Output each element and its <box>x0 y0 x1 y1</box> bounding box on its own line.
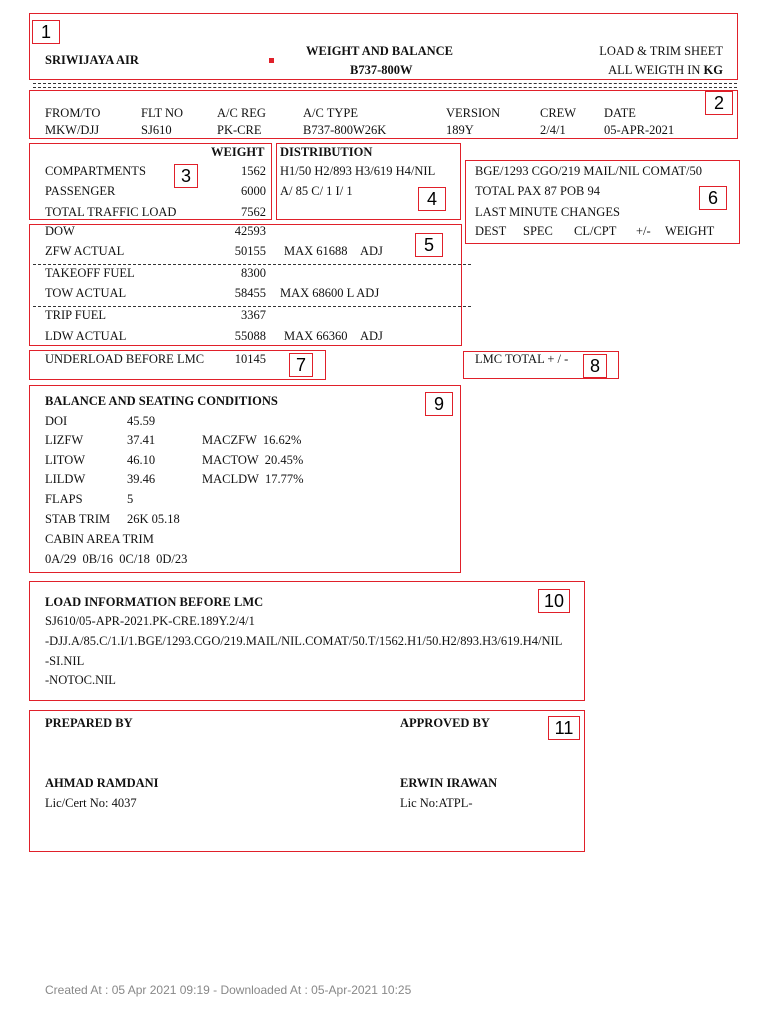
flight-label-ac-reg: A/C REG <box>217 106 266 120</box>
prepared-by-label: PREPARED BY <box>45 716 133 730</box>
doi-label: DOI <box>45 414 68 428</box>
ldw-adj: ADJ <box>360 329 383 343</box>
weights-divider-1 <box>33 264 471 265</box>
total-traffic-label: TOTAL TRAFFIC LOAD <box>45 205 177 219</box>
annotation-2: 2 <box>705 91 733 115</box>
flight-value-ac-reg: PK-CRE <box>217 123 262 137</box>
weight-header: WEIGHT <box>211 145 265 159</box>
prepared-by-name: AHMAD RAMDANI <box>45 776 159 790</box>
annotation-9: 9 <box>425 392 453 416</box>
flight-value-from-to: MKW/DJJ <box>45 123 100 137</box>
trip-fuel-label: TRIP FUEL <box>45 308 106 322</box>
underload-label: UNDERLOAD BEFORE LMC <box>45 352 205 366</box>
takeoff-fuel-value: 8300 <box>241 266 266 280</box>
lildw-label: LILDW <box>45 472 86 486</box>
zfw-value: 50155 <box>234 244 266 258</box>
lildw-value: 39.46 <box>127 472 156 486</box>
cabin-trim-value: 0A/29 0B/16 0C/18 0D/23 <box>45 552 188 566</box>
annotation-6: 6 <box>699 186 727 210</box>
compartments-value: 1562 <box>241 164 266 178</box>
ldw-value: 55088 <box>234 329 266 343</box>
lmc-pax-line: TOTAL PAX 87 POB 94 <box>475 184 600 198</box>
ldw-max: MAX 66360 <box>284 329 348 343</box>
lizfw-label: LIZFW <box>45 433 84 447</box>
dow-label: DOW <box>45 224 75 238</box>
annotation-8: 8 <box>583 354 607 378</box>
lmc-summary-line: BGE/1293 CGO/219 MAIL/NIL COMAT/50 <box>475 164 702 178</box>
flight-label-crew: CREW <box>540 106 577 120</box>
annotation-5: 5 <box>415 233 443 257</box>
distribution-header: DISTRIBUTION <box>280 145 373 159</box>
lizfw-value: 37.41 <box>127 433 156 447</box>
load-info-line-1: SJ610/05-APR-2021.PK-CRE.189Y.2/4/1 <box>45 614 255 628</box>
zfw-adj: ADJ <box>360 244 383 258</box>
tow-value: 58455 <box>234 286 266 300</box>
approved-by-label: APPROVED BY <box>400 716 490 730</box>
lmc-total-label: LMC TOTAL + / - <box>475 352 569 366</box>
annotation-11: 11 <box>548 716 580 740</box>
flight-value-flt-no: SJ610 <box>141 123 172 137</box>
cabin-trim-label: CABIN AREA TRIM <box>45 532 154 546</box>
airline-name: SRIWIJAYA AIR <box>45 53 139 67</box>
lmc-title: LAST MINUTE CHANGES <box>475 205 620 219</box>
litow-label: LITOW <box>45 453 86 467</box>
passenger-value: 6000 <box>241 184 266 198</box>
flight-label-from-to: FROM/TO <box>45 106 101 120</box>
balance-title: BALANCE AND SEATING CONDITIONS <box>45 394 278 408</box>
distribution-pax: A/ 85 C/ 1 I/ 1 <box>280 184 353 198</box>
red-marker <box>269 58 274 63</box>
annotation-10: 10 <box>538 589 570 613</box>
load-info-line-2: -DJJ.A/85.C/1.I/1.BGE/1293.CGO/219.MAIL/NIL.COMAT/50.T/1562.H1/50.H2/893.H3/619.H4/NIL <box>45 634 563 648</box>
weights-box <box>29 224 462 346</box>
underload-value: 10145 <box>234 352 266 366</box>
sheet-title: LOAD & TRIM SHEET <box>599 44 723 58</box>
flaps-value: 5 <box>127 492 134 506</box>
passenger-label: PASSENGER <box>45 184 116 198</box>
header-divider-2 <box>33 87 737 88</box>
annotation-1: 1 <box>32 20 60 44</box>
distribution-holds: H1/50 H2/893 H3/619 H4/NIL <box>280 164 436 178</box>
load-info-line-3: -SI.NIL <box>45 654 85 668</box>
zfw-label: ZFW ACTUAL <box>45 244 125 258</box>
zfw-max: MAX 61688 <box>284 244 348 258</box>
download-footer: Created At : 05 Apr 2021 09:19 - Downloaded At : 05-Apr-2021 10:25 <box>45 983 412 997</box>
ldw-label: LDW ACTUAL <box>45 329 127 343</box>
flight-label-date: DATE <box>604 106 636 120</box>
stab-trim-label: STAB TRIM <box>45 512 111 526</box>
flight-value-version: 189Y <box>446 123 474 137</box>
tow-max: MAX 68600 L ADJ <box>280 286 380 300</box>
flight-value-crew: 2/4/1 <box>540 123 566 137</box>
flight-value-date: 05-APR-2021 <box>604 123 675 137</box>
lmc-col-dest: DEST <box>475 224 507 238</box>
lmc-col-cl-cpt: CL/CPT <box>574 224 617 238</box>
annotation-7: 7 <box>289 353 313 377</box>
mactow: MACTOW 20.45% <box>202 453 304 467</box>
units-prefix: ALL WEIGTH IN <box>608 63 701 77</box>
trip-fuel-value: 3367 <box>241 308 266 322</box>
compartments-label: COMPARTMENTS <box>45 164 146 178</box>
litow-value: 46.10 <box>127 453 156 467</box>
aircraft-type-title: B737-800W <box>350 63 413 77</box>
annotation-3: 3 <box>174 164 198 188</box>
flight-label-ac-type: A/C TYPE <box>303 106 358 120</box>
prepared-by-license: Lic/Cert No: 4037 <box>45 796 137 810</box>
flaps-label: FLAPS <box>45 492 83 506</box>
flight-label-flt-no: FLT NO <box>141 106 184 120</box>
lmc-col-plus-minus: +/- <box>636 224 651 238</box>
header-divider <box>33 83 737 84</box>
load-info-title: LOAD INFORMATION BEFORE LMC <box>45 595 264 609</box>
flight-value-ac-type: B737-800W26K <box>303 123 387 137</box>
total-traffic-value: 7562 <box>241 205 266 219</box>
doc-title: WEIGHT AND BALANCE <box>306 44 454 58</box>
lmc-col-weight: WEIGHT <box>665 224 715 238</box>
stab-trim-value: 26K 05.18 <box>127 512 180 526</box>
approved-by-name: ERWIN IRAWAN <box>400 776 498 790</box>
load-info-line-4: -NOTOC.NIL <box>45 673 116 687</box>
lmc-col-spec: SPEC <box>523 224 553 238</box>
macldw: MACLDW 17.77% <box>202 472 304 486</box>
approved-by-license: Lic No:ATPL- <box>400 796 473 810</box>
tow-label: TOW ACTUAL <box>45 286 127 300</box>
dow-value: 42593 <box>234 224 266 238</box>
flight-label-version: VERSION <box>446 106 501 120</box>
units-value: KG <box>703 63 723 77</box>
weights-divider-2 <box>33 306 471 307</box>
takeoff-fuel-label: TAKEOFF FUEL <box>45 266 135 280</box>
maczfw: MACZFW 16.62% <box>202 433 302 447</box>
doi-value: 45.59 <box>127 414 156 428</box>
units-line <box>608 63 723 78</box>
annotation-4: 4 <box>418 187 446 211</box>
